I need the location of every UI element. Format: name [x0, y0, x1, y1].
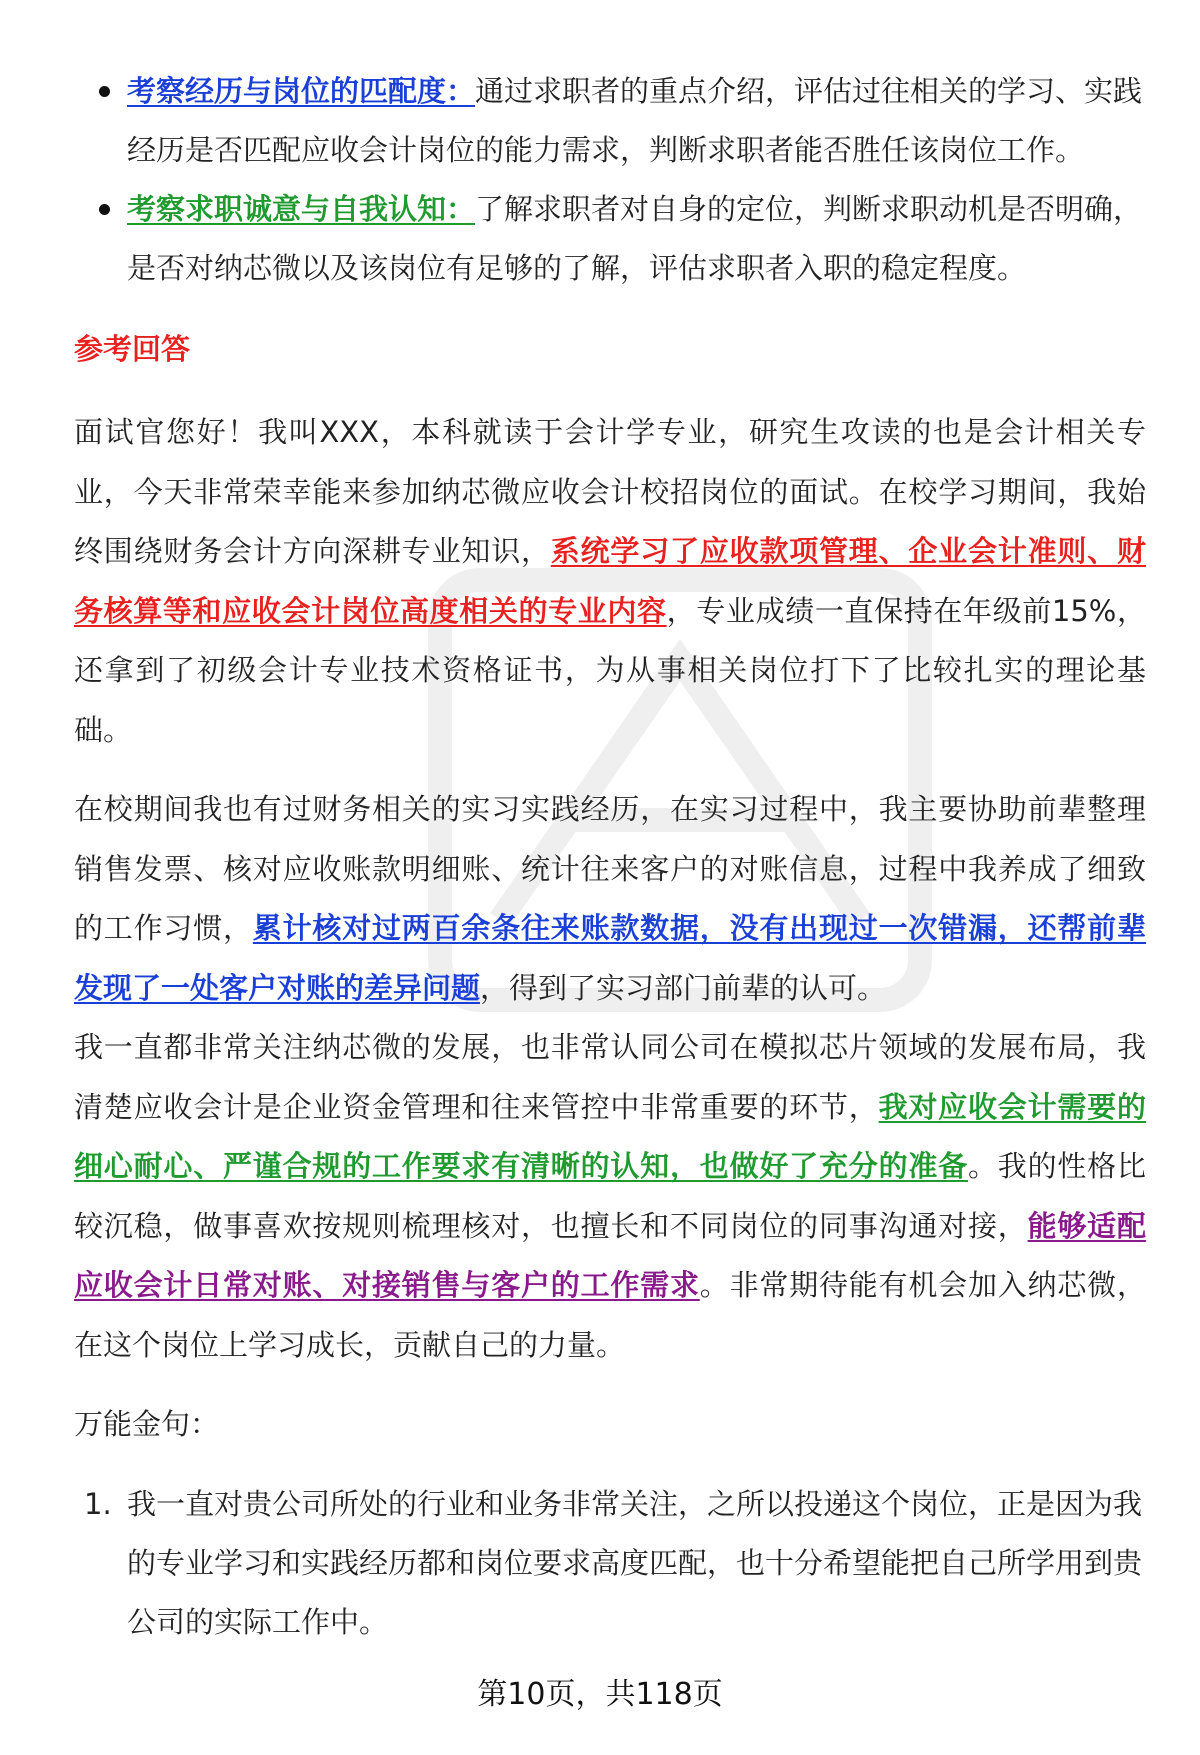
bullet-heading: 考察求职诚意与自我认知： [127, 192, 476, 226]
golden-sentences-label: 万能金句： [74, 1407, 220, 1441]
golden-sentences-list [74, 1475, 1146, 1652]
answer-paragraph-2 [74, 780, 1146, 1018]
answer-text: 。非常期待能有机会加入纳芯微，在这个岗位上学习成长，贡献自己的力量。 [74, 1268, 1146, 1362]
bullet-dot-icon [99, 204, 110, 215]
document-page [74, 62, 1146, 1652]
page-footer: 第10页，共118页 [477, 1677, 723, 1712]
answer-text: ，专业成绩一直保持在年级前15%，还拿到了初级会计专业技术资格证书，为从事相关岗位打下了比较扎实的理论基础。 [74, 593, 1146, 747]
golden-sentence-text: 我一直对贵公司所处的行业和业务非常关注，之所以投递这个岗位，正是因为我的专业学习和实践经历都和岗位要求高度匹配，也十分希望能把自己所学用到贵公司的实际工作中。 [127, 1486, 1143, 1639]
answer-highlight-green: 我对应收会计需要的细心耐心、严谨合规的工作要求有清晰的认知，也做好了充分的准备 [74, 1089, 1146, 1183]
section-title: 参考回答 [74, 332, 191, 366]
answer-highlight-blue: 累计核对过两百余条往来账款数据，没有出现过一次错漏，还帮前辈发现了一处客户对账的差异问题 [74, 911, 1146, 1005]
answer-text: 在校期间我也有过财务相关的实习实践经历，在实习过程中，我主要协助前辈整理销售发票、核对应收账款明细账、统计往来客户的对账信息，过程中我养成了细致的工作习惯， [74, 792, 1146, 945]
answer-text: 我一直都非常关注纳芯微的发展，也非常认同公司在模拟芯片领域的发展布局，我清楚应收会计是企业资金管理和往来管控中非常重要的环节， [74, 1030, 1146, 1124]
bullet-item-sincerity [74, 180, 1146, 298]
bullet-text: 通过求职者的重点介绍，评估过往相关的学习、实践经历是否匹配应收会计岗位的能力需求，判断求职者能否胜任该岗位工作。 [127, 74, 1143, 167]
bullet-item-experience-match [74, 62, 1146, 180]
bullet-heading: 考察经历与岗位的匹配度： [127, 74, 476, 108]
bullet-dot-icon [99, 86, 110, 97]
list-number: 1. [84, 1486, 112, 1521]
answer-highlight-purple: 能够适配应收会计日常对账、对接销售与客户的工作需求 [74, 1208, 1146, 1302]
golden-sentence-item [74, 1475, 1146, 1652]
answer-text: 。我的性格比较沉稳，做事喜欢按规则梳理核对，也擅长和不同岗位的同事沟通对接， [74, 1149, 1146, 1243]
answer-highlight-red: 系统学习了应收款项管理、企业会计准则、财务核算等和应收会计岗位高度相关的专业内容 [74, 534, 1146, 628]
answer-paragraph-1 [74, 403, 1146, 760]
assessment-bullet-list [74, 62, 1146, 298]
bullet-text: 了解求职者对自身的定位，判断求职动机是否明确，是否对纳芯微以及该岗位有足够的了解，评估求职者入职的稳定程度。 [127, 192, 1143, 285]
answer-text: ，得到了实习部门前辈的认可。 [480, 970, 887, 1005]
answer-text: 面试官您好！我叫XXX，本科就读于会计学专业，研究生攻读的也是会计相关专业，今天非常荣幸能来参加纳芯微应收会计校招岗位的面试。在校学习期间，我始终围绕财务会计方向深耕专业知识， [74, 415, 1146, 568]
answer-paragraph-3 [74, 1018, 1146, 1375]
